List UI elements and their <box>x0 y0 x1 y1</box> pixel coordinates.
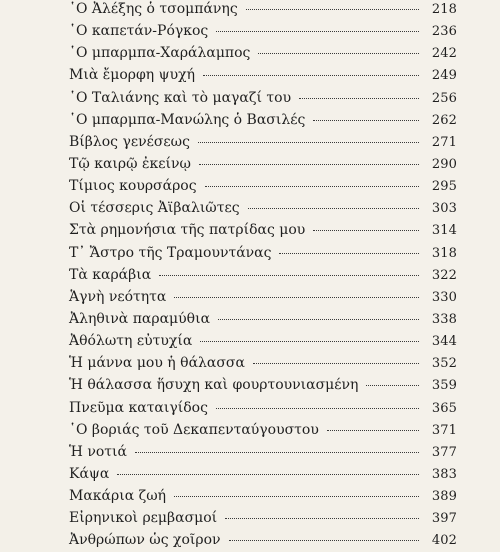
toc-entry-title: Ἀθόλωτη εὐτυχία <box>69 333 193 350</box>
toc-entry-title: Ἡ μάννα μου ἡ θάλασσα <box>69 355 245 372</box>
dot-leader <box>248 208 419 209</box>
toc-entry-title: Στὰ ρημονήσια τῆς πατρίδας μου <box>69 222 306 239</box>
toc-entry-page: 365 <box>431 400 457 416</box>
toc-entry-page: 377 <box>431 444 457 460</box>
toc-entry <box>69 441 457 463</box>
toc-entry <box>69 242 457 264</box>
toc-entry-title: ῾Ο Ἀλέξης ὁ τσομπάνης <box>69 1 238 17</box>
toc-entry <box>69 264 457 286</box>
dot-leader <box>203 75 419 76</box>
toc-entry-title: Ἀνθρώπων ὡς χοῖρον <box>69 532 221 549</box>
toc-entry-title: ῾Ο βοριάς τοῦ Δεκαπενταύγουστου <box>69 421 319 438</box>
toc-entry <box>69 42 457 64</box>
toc-entry <box>69 87 457 109</box>
toc-entry-title: Ἡ νοτιά <box>69 443 127 460</box>
toc-entry <box>69 463 457 485</box>
toc-entry-page: 352 <box>431 356 457 372</box>
toc-entry-title: ῾Ο μπαρμπα-Μανώλης ὁ Βασιλές <box>69 111 306 128</box>
toc-entry <box>69 374 457 396</box>
dot-leader <box>117 474 419 475</box>
toc-entry-page: 330 <box>431 289 457 305</box>
toc-entry <box>69 219 457 241</box>
toc-entry-title: Τῷ καιρῷ ἐκείνῳ <box>69 155 191 172</box>
toc-entry-title: Ἡ θάλασσα ἥσυχη καὶ φουρτουνιασμένη <box>69 377 359 394</box>
toc-entry-title: Πνεῦμα καταιγίδος <box>69 399 208 416</box>
dot-leader <box>205 186 419 187</box>
toc-entry <box>69 352 457 374</box>
toc-entry-title: Τίμιος κουρσάρος <box>69 178 197 195</box>
dot-leader <box>135 452 419 453</box>
dot-leader <box>200 341 419 342</box>
dot-leader <box>199 164 419 165</box>
dot-leader <box>313 230 419 231</box>
toc-entry-title: Μιὰ ἔμορφη ψυχή <box>69 67 195 84</box>
toc-entry-page: 218 <box>431 2 457 17</box>
dot-leader <box>159 275 419 276</box>
toc-entry-page: 249 <box>431 68 457 84</box>
toc-entry-title: ῾Ο Ταλιάνης καὶ τὸ μαγαζί του <box>69 89 292 106</box>
dot-leader <box>299 98 419 99</box>
toc-entry-page: 338 <box>431 311 457 327</box>
toc-entry-page: 256 <box>431 90 457 106</box>
dot-leader <box>218 319 419 320</box>
dot-leader <box>313 120 419 121</box>
toc-entry <box>69 64 457 86</box>
toc-entry-page: 262 <box>431 112 457 128</box>
toc-entry <box>69 153 457 175</box>
dot-leader <box>174 496 419 497</box>
toc-entry-page: 295 <box>431 179 457 195</box>
toc-entry-title: Τ᾿ Ἄστρο τῆς Τραμουντάνας <box>69 244 272 261</box>
toc-entry-page: 290 <box>431 156 457 172</box>
dot-leader <box>174 297 419 298</box>
toc-entry-title: Εἰρηνικοὶ ρεμβασμοί <box>69 510 218 527</box>
toc-entry <box>69 529 457 551</box>
toc-entry <box>69 20 457 42</box>
dot-leader <box>327 430 419 431</box>
toc-entry <box>69 419 457 441</box>
toc-entry-page: 303 <box>431 201 457 217</box>
toc-entry-title: ῾Ο μπαρμπα-Χαράλαμπος <box>69 45 251 62</box>
toc-entry-title: Ἀληθινὰ παραμύθια <box>69 310 211 327</box>
toc-entry-page: 322 <box>431 267 457 283</box>
toc-entry-page: 236 <box>431 24 457 40</box>
toc-entry-title: Τὰ καράβια <box>69 266 152 283</box>
toc-entry-title: Οἱ τέσσερις Ἀϊβαλιῶτες <box>69 200 240 217</box>
toc-entry <box>69 286 457 308</box>
toc-entry-page: 389 <box>431 489 457 505</box>
dot-leader <box>258 53 419 54</box>
toc-entry <box>69 485 457 507</box>
toc-entry <box>69 175 457 197</box>
toc-entry-page: 314 <box>431 223 457 239</box>
toc-entry <box>69 308 457 330</box>
toc-entry-page: 242 <box>431 46 457 62</box>
dot-leader <box>366 385 419 386</box>
toc-entry <box>69 197 457 219</box>
dot-leader <box>216 31 419 32</box>
toc-entry-title: ῾Ο καπετάν-Ρόγκος <box>69 23 209 40</box>
toc-entry-page: 397 <box>431 511 457 527</box>
table-of-contents <box>69 0 457 552</box>
dot-leader <box>216 408 419 409</box>
dot-leader <box>229 540 419 541</box>
dot-leader <box>225 518 419 519</box>
dot-leader <box>279 253 419 254</box>
dot-leader <box>198 142 419 143</box>
toc-entry <box>69 330 457 352</box>
dot-leader <box>253 363 419 364</box>
toc-entry-page: 371 <box>431 422 457 438</box>
toc-entry <box>69 397 457 419</box>
toc-entry-title: Ἁγνὴ νεότητα <box>69 288 167 305</box>
toc-entry-title: Βίβλος γενέσεως <box>69 133 190 150</box>
toc-entry-page: 402 <box>431 533 457 549</box>
toc-entry-page: 318 <box>431 245 457 261</box>
toc-entry-page: 359 <box>431 378 457 394</box>
toc-entry-page: 271 <box>431 134 457 150</box>
toc-entry <box>69 109 457 131</box>
toc-entry-page: 344 <box>431 334 457 350</box>
dot-leader <box>246 9 419 10</box>
toc-entry-title: Μακάρια ζωή <box>69 488 167 505</box>
toc-entry-page: 383 <box>431 466 457 482</box>
toc-entry-title: Κάψα <box>69 465 110 482</box>
toc-entry <box>69 507 457 529</box>
toc-entry <box>69 0 457 20</box>
toc-entry <box>69 131 457 153</box>
